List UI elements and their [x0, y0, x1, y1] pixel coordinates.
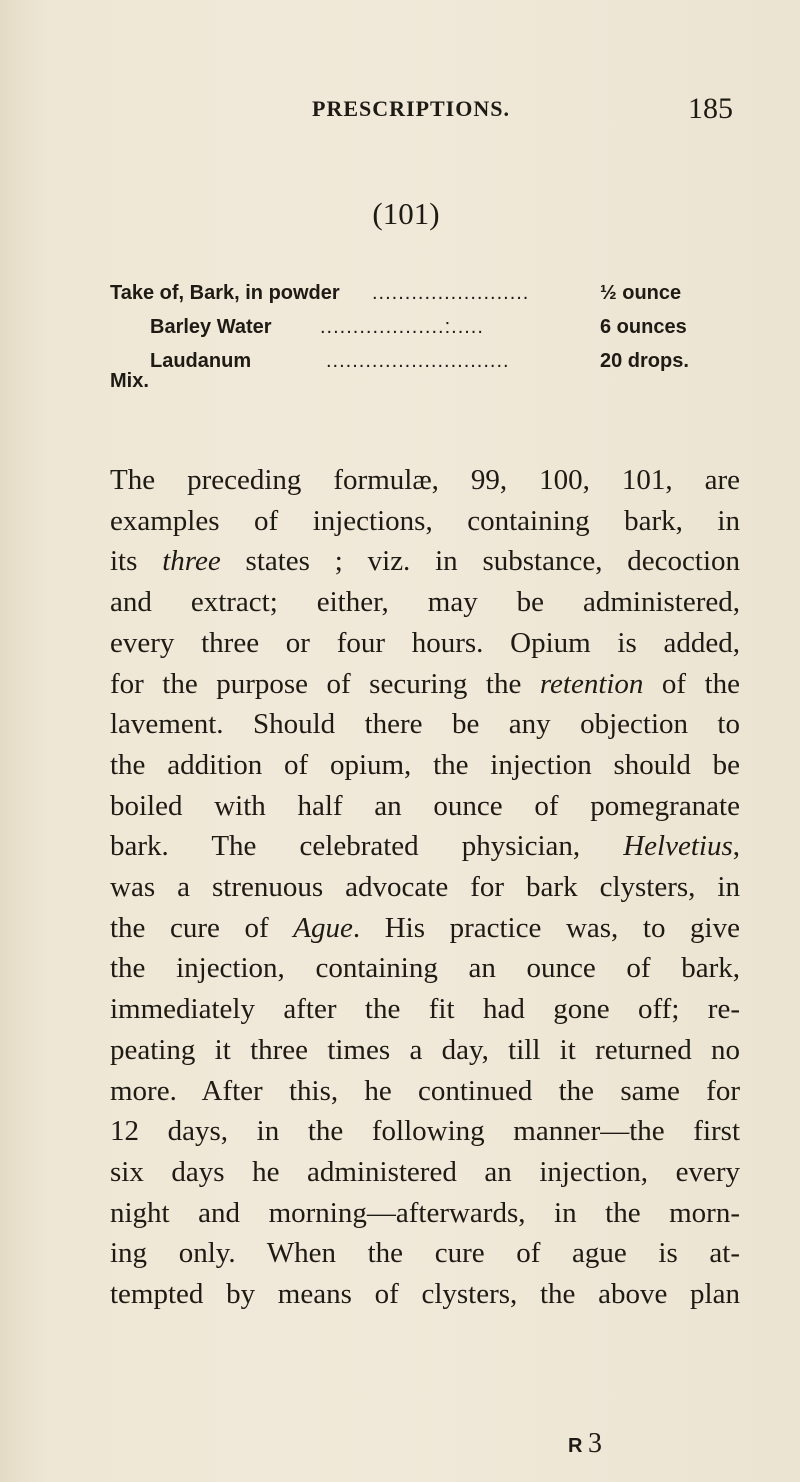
text-line: examples of injections, containing bark, in [110, 504, 740, 537]
prescription-item [0, 316, 800, 350]
running-head [0, 92, 800, 132]
text-line: peating it three times a day, till it returned no [110, 1033, 740, 1066]
body-paragraph [110, 460, 740, 1315]
leader-dots: ............................ [326, 350, 510, 372]
emphasis-text: retention [539, 667, 644, 700]
text-line: boiled with half an ounce of pomegranate [110, 789, 740, 822]
ingredient-quantity: 6 ounces [600, 316, 687, 338]
ingredient-label: Laudanum [150, 350, 252, 372]
text-line: for the purpose of securing the retention of the [110, 667, 740, 700]
signature-letter: R [568, 1435, 583, 1457]
text-line: 12 days, in the following manner—the first [110, 1115, 740, 1148]
ingredient-label: Barley Water [150, 316, 272, 338]
text-line: the cure of Ague. His practice was, to give [110, 911, 740, 944]
text-line: immediately after the fit had gone off; re- [110, 993, 740, 1026]
prescription-number: (101) [372, 196, 440, 231]
emphasis-text: Ague [293, 911, 353, 944]
text-line: The preceding formulæ, 99, 100, 101, are [110, 464, 740, 496]
leader-dots: ........................ [372, 282, 530, 304]
text-line: every three or four hours. Opium is added, [110, 626, 740, 659]
emphasis-text: three [162, 545, 221, 578]
text-line: and extract; either, may be administered, [110, 586, 740, 619]
ingredient-label: Take of, Bark, in powder [110, 282, 340, 304]
signature-number: 3 [588, 1428, 603, 1459]
text-line: the addition of opium, the injection should be [110, 748, 740, 781]
ingredient-quantity: ½ ounce [600, 282, 682, 304]
text-line: tempted by means of clysters, the above plan [110, 1278, 740, 1311]
text-line: bark. The celebrated physician, Helvetius, [110, 830, 740, 863]
prescription-instruction: Mix. [110, 370, 149, 392]
page-number: 185 [688, 92, 733, 125]
ingredient-quantity: 20 drops. [600, 350, 689, 372]
text-line: lavement. Should there be any objection to [110, 708, 740, 741]
emphasis-text: Helvetius [623, 830, 733, 863]
text-line: night and morning—afterwards, in the morn- [110, 1196, 740, 1229]
text-line: six days he administered an injection, every [110, 1155, 740, 1188]
text-line: the injection, containing an ounce of bark, [110, 952, 740, 985]
leader-dots: ...................:..... [320, 316, 484, 338]
prescription-list [0, 282, 800, 384]
signature-mark [568, 1428, 602, 1460]
running-head-title: PRESCRIPTIONS. [312, 96, 510, 121]
text-line: its three states ; viz. in substance, decoction [110, 545, 740, 578]
text-line: ing only. When the cure of ague is at- [110, 1237, 740, 1270]
prescription-item [0, 282, 800, 316]
text-line: was a strenuous advocate for bark clysters, in [110, 871, 740, 904]
text-line: more. After this, he continued the same for [110, 1074, 740, 1107]
